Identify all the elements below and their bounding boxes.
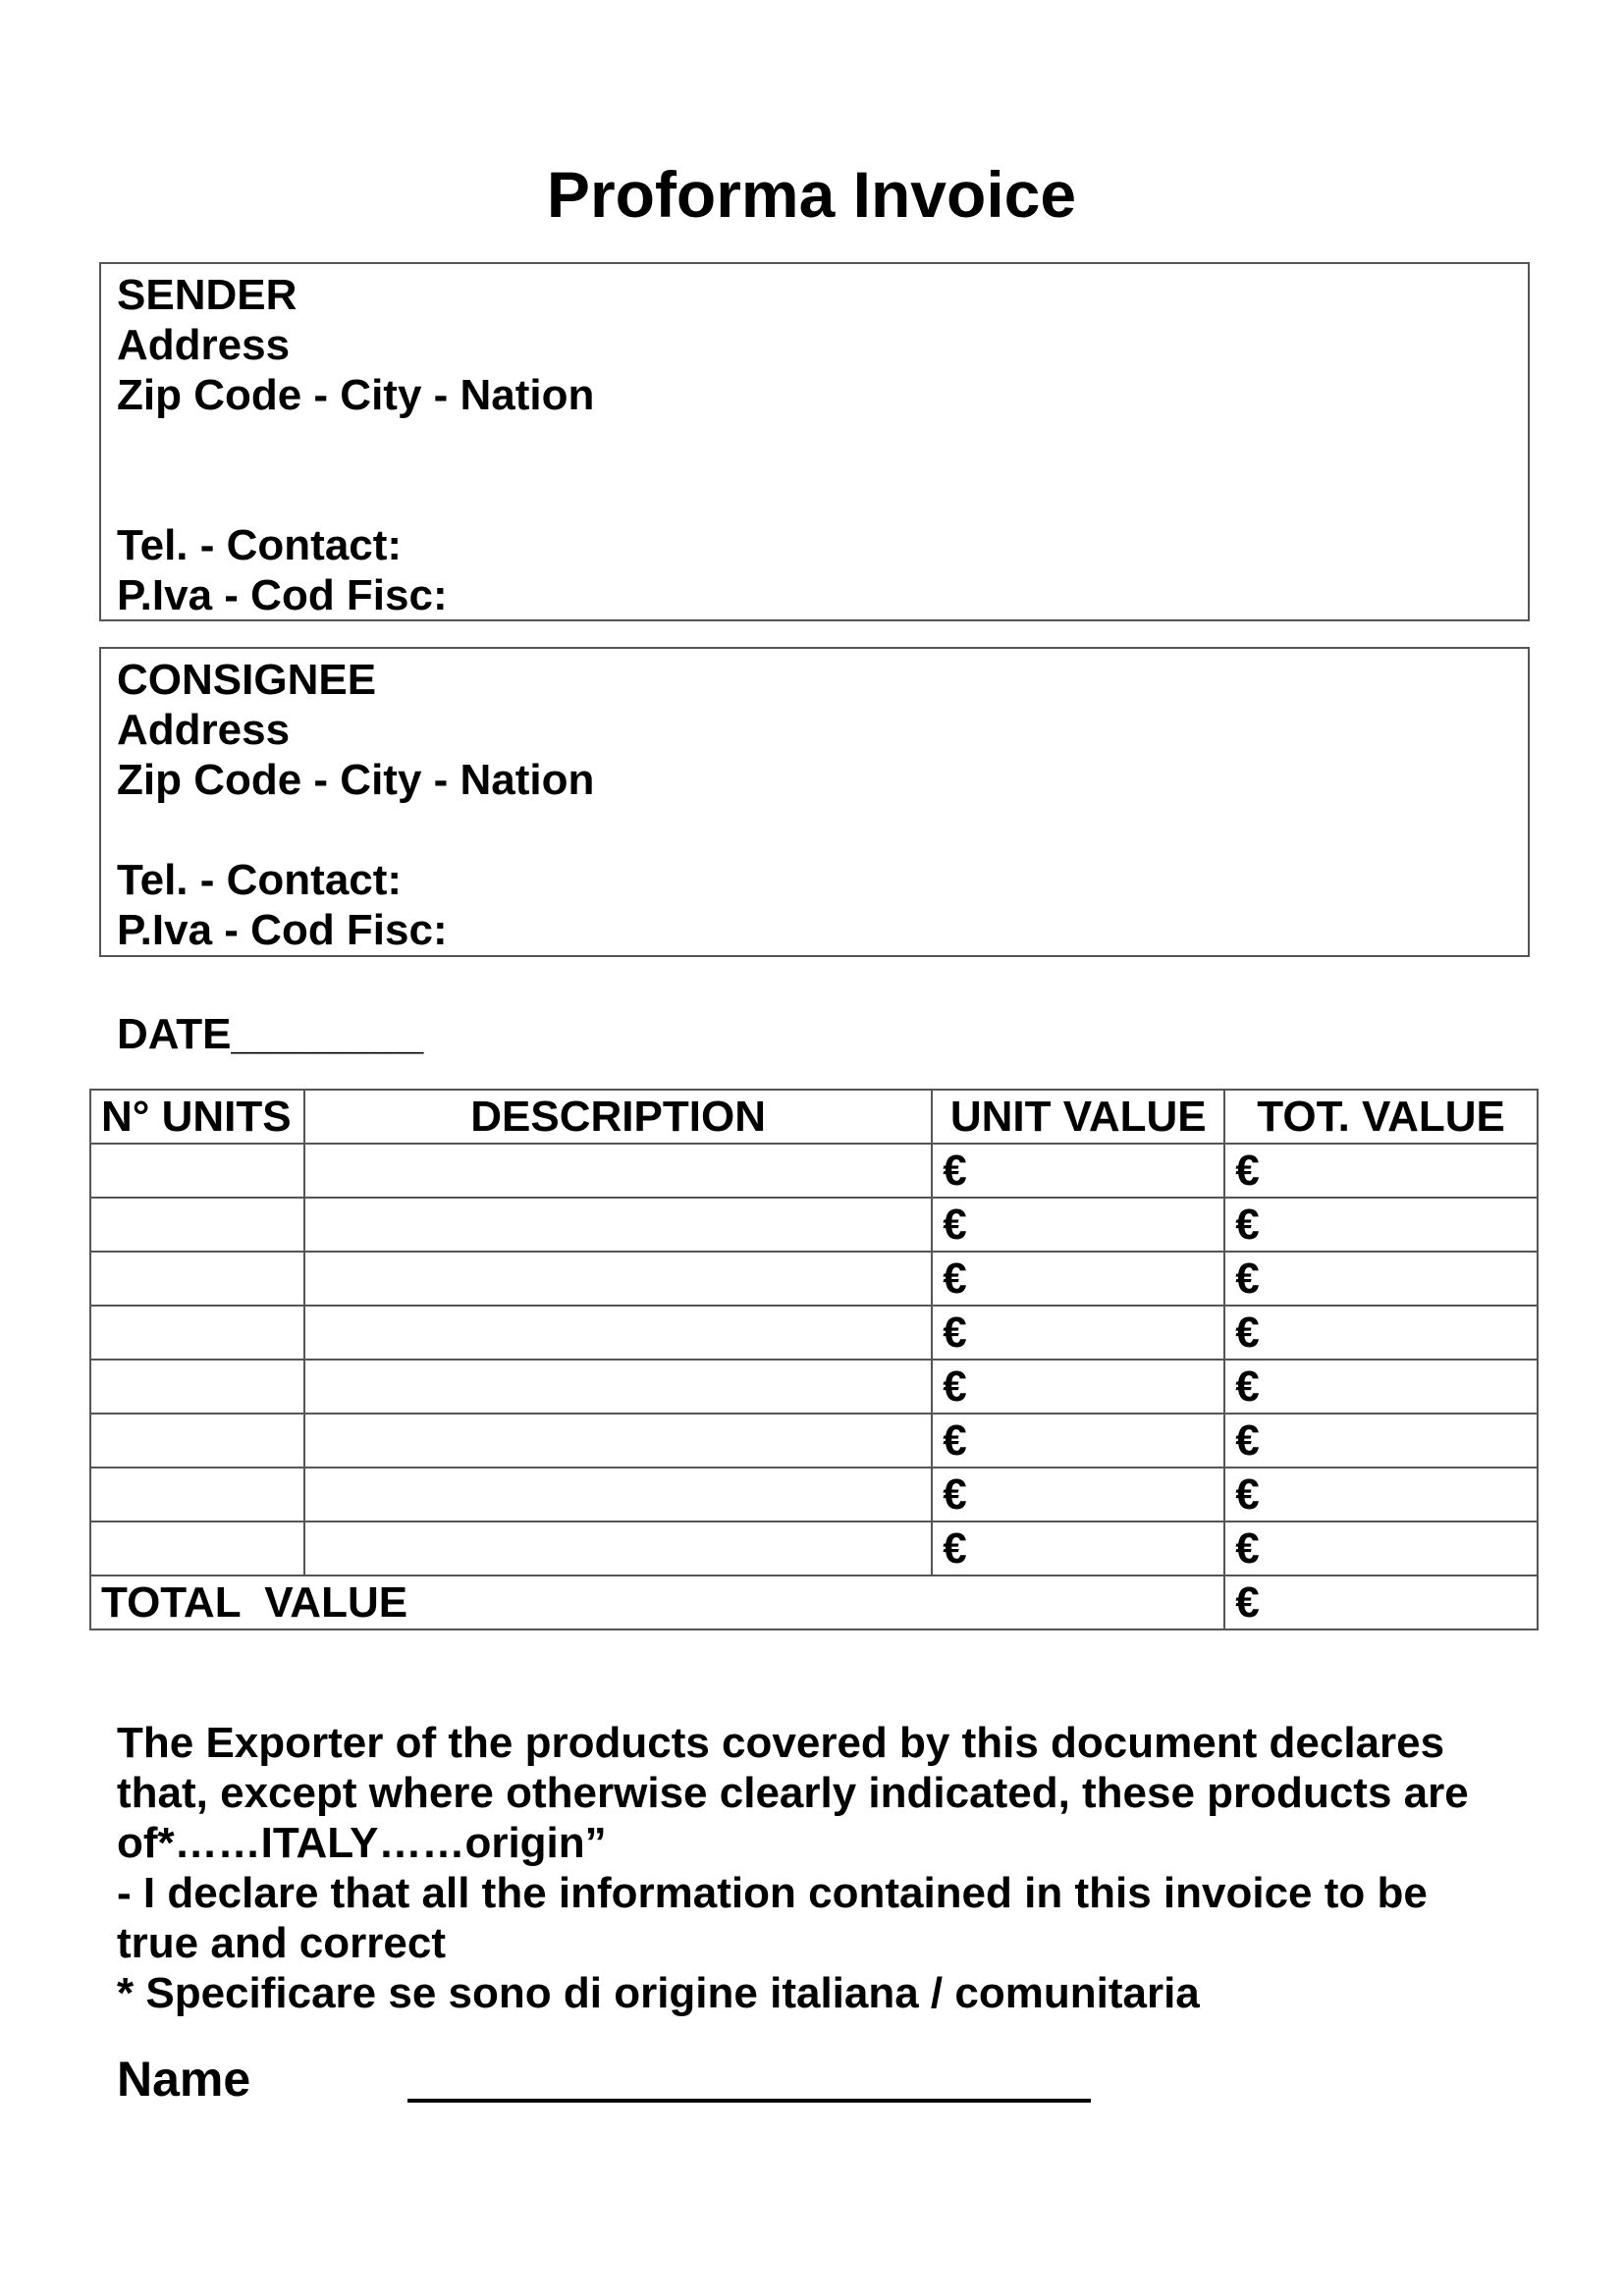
sender-tel-contact[interactable]: Tel. - Contact: xyxy=(117,521,403,569)
table-row xyxy=(90,1360,1538,1414)
unit-value-cell[interactable]: € xyxy=(932,1522,1224,1575)
tot-value-cell[interactable]: € xyxy=(1224,1360,1538,1414)
declaration-note: * Specificare se sono di origine italiana / comunitaria xyxy=(117,1969,1200,2017)
unit-value-cell[interactable]: € xyxy=(932,1360,1224,1414)
unit-value-cell[interactable]: € xyxy=(932,1468,1224,1522)
sender-piva-codfisc[interactable]: P.Iva - Cod Fisc: xyxy=(117,571,448,619)
description-cell[interactable] xyxy=(304,1198,932,1252)
total-label: TOTAL VALUE xyxy=(90,1575,1224,1629)
date-label: DATE xyxy=(117,1010,232,1058)
description-cell[interactable] xyxy=(304,1306,932,1360)
unit-value-cell[interactable]: € xyxy=(932,1252,1224,1306)
tot-value-cell[interactable]: € xyxy=(1224,1252,1538,1306)
declaration-line: that, except where otherwise clearly indicated, these products are xyxy=(117,1769,1469,1817)
declaration-line: - I declare that all the information contained in this invoice to be xyxy=(117,1869,1428,1917)
sender-zip-city-nation[interactable]: Zip Code - City - Nation xyxy=(117,371,595,419)
tot-value-cell[interactable]: € xyxy=(1224,1414,1538,1468)
tot-value-cell[interactable]: € xyxy=(1224,1522,1538,1575)
sender-box xyxy=(99,262,1530,621)
date-field[interactable] xyxy=(117,1007,423,1062)
tot-value-cell[interactable]: € xyxy=(1224,1468,1538,1522)
header-units: N° UNITS xyxy=(90,1090,304,1144)
tot-value-cell[interactable]: € xyxy=(1224,1198,1538,1252)
declaration xyxy=(117,1718,1531,2018)
table-row xyxy=(90,1414,1538,1468)
name-label: Name xyxy=(117,2052,251,2107)
declaration-line: The Exporter of the products covered by this document declares xyxy=(117,1719,1445,1767)
units-cell[interactable] xyxy=(90,1144,304,1198)
tot-value-cell[interactable]: € xyxy=(1224,1306,1538,1360)
units-cell[interactable] xyxy=(90,1252,304,1306)
table-row xyxy=(90,1144,1538,1198)
description-cell[interactable] xyxy=(304,1360,932,1414)
tot-value-cell[interactable]: € xyxy=(1224,1144,1538,1198)
total-value-cell[interactable]: € xyxy=(1224,1575,1538,1629)
description-cell[interactable] xyxy=(304,1414,932,1468)
units-cell[interactable] xyxy=(90,1360,304,1414)
total-row xyxy=(90,1575,1538,1629)
header-unit-value: UNIT VALUE xyxy=(932,1090,1224,1144)
date-blank[interactable]: ________ xyxy=(231,1010,424,1058)
consignee-heading: CONSIGNEE xyxy=(117,656,377,704)
consignee-address[interactable]: Address xyxy=(117,706,291,754)
table-row xyxy=(90,1468,1538,1522)
items-table xyxy=(89,1089,1539,1630)
sender-heading: SENDER xyxy=(117,271,298,319)
consignee-piva-codfisc[interactable]: P.Iva - Cod Fisc: xyxy=(117,906,448,954)
description-cell[interactable] xyxy=(304,1468,932,1522)
units-cell[interactable] xyxy=(90,1468,304,1522)
unit-value-cell[interactable]: € xyxy=(932,1414,1224,1468)
units-cell[interactable] xyxy=(90,1522,304,1575)
units-cell[interactable] xyxy=(90,1306,304,1360)
header-tot-value: TOT. VALUE xyxy=(1224,1090,1538,1144)
units-cell[interactable] xyxy=(90,1414,304,1468)
declaration-line: true and correct xyxy=(117,1919,446,1967)
table-header-row xyxy=(90,1090,1538,1144)
consignee-tel-contact[interactable]: Tel. - Contact: xyxy=(117,856,403,904)
consignee-box xyxy=(99,647,1530,957)
name-signature-field[interactable] xyxy=(407,2099,1091,2103)
description-cell[interactable] xyxy=(304,1252,932,1306)
table-row xyxy=(90,1522,1538,1575)
table-row xyxy=(90,1252,1538,1306)
sender-address[interactable]: Address xyxy=(117,321,291,369)
consignee-zip-city-nation[interactable]: Zip Code - City - Nation xyxy=(117,756,595,804)
declaration-line: of*……ITALY……origin” xyxy=(117,1819,607,1867)
description-cell[interactable] xyxy=(304,1522,932,1575)
unit-value-cell[interactable]: € xyxy=(932,1198,1224,1252)
units-cell[interactable] xyxy=(90,1198,304,1252)
unit-value-cell[interactable]: € xyxy=(932,1144,1224,1198)
page-title: Proforma Invoice xyxy=(546,158,1077,231)
unit-value-cell[interactable]: € xyxy=(932,1306,1224,1360)
header-description: DESCRIPTION xyxy=(304,1090,932,1144)
table-row xyxy=(90,1306,1538,1360)
description-cell[interactable] xyxy=(304,1144,932,1198)
table-row xyxy=(90,1198,1538,1252)
